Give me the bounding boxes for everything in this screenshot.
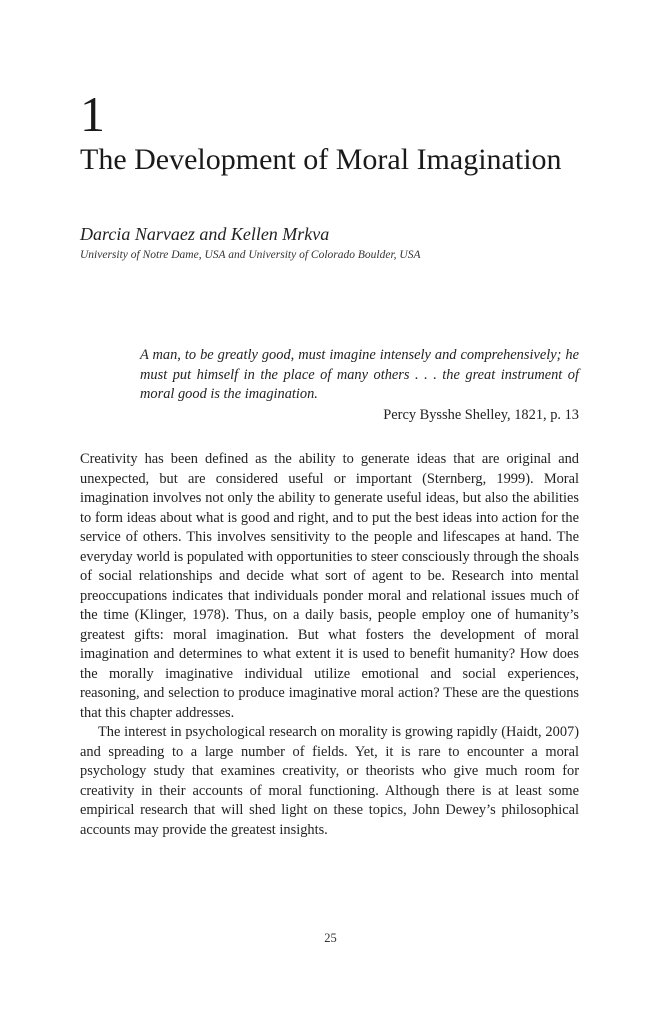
chapter-title: The Development of Moral Imagination [80, 143, 562, 176]
author-affiliation: University of Notre Dame, USA and University of Colorado Boulder, USA [80, 249, 421, 261]
chapter-authors: Darcia Narvaez and Kellen Mrkva [80, 224, 330, 244]
page-number: 25 [324, 931, 337, 945]
epigraph-quote: A man, to be greatly good, must imagine intensely and comprehensively; he must put himself in the place of many others . . . the great instrument of moral good is the imagination. [140, 347, 579, 403]
body-text [80, 450, 579, 840]
chapter-number: 1 [80, 86, 105, 142]
body-paragraph-1: Creativity has been defined as the ability to generate ideas that are original and unexpected, but are considered useful or important (Sternberg, 1999). Moral imagination involves not only the ability to generate useful ideas, but also the abilities to form ideas about what is good and right, and to put the best ideas into action for the service of others. This involves sensitivity to the people and lifescapes at hand. The everyday world is populated with opportunities to steer consciously through the shoals of social relationships and decide what sort of agent to be. Research into mental preoccupations indicates that individuals ponder moral and relational issues much of the time (Klinger, 1978). Thus, on a daily basis, people employ one of humanity’s greatest gifts: moral imagination. But what fosters the development of moral imagination and determines to what extent it is used to benefit humanity? How does the morally imaginative individual utilize emotional and social experiences, reasoning, and selection to produce imaginative moral action? These are the questions that this chapter addresses. [80, 451, 579, 721]
body-paragraph-2: The interest in psychological research on morality is growing rapidly (Haidt, 2007) and spreading to a large number of fields. Yet, it is rare to encounter a moral psychology study that examines creativity, or theorists who give much room for creativity in their accounts of moral functioning. Although there is at least some empirical research that will shed light on these topics, John Dewey’s philosophical accounts may provide the greatest insights. [80, 724, 579, 838]
epigraph-attribution: Percy Bysshe Shelley, 1821, p. 13 [383, 407, 579, 423]
